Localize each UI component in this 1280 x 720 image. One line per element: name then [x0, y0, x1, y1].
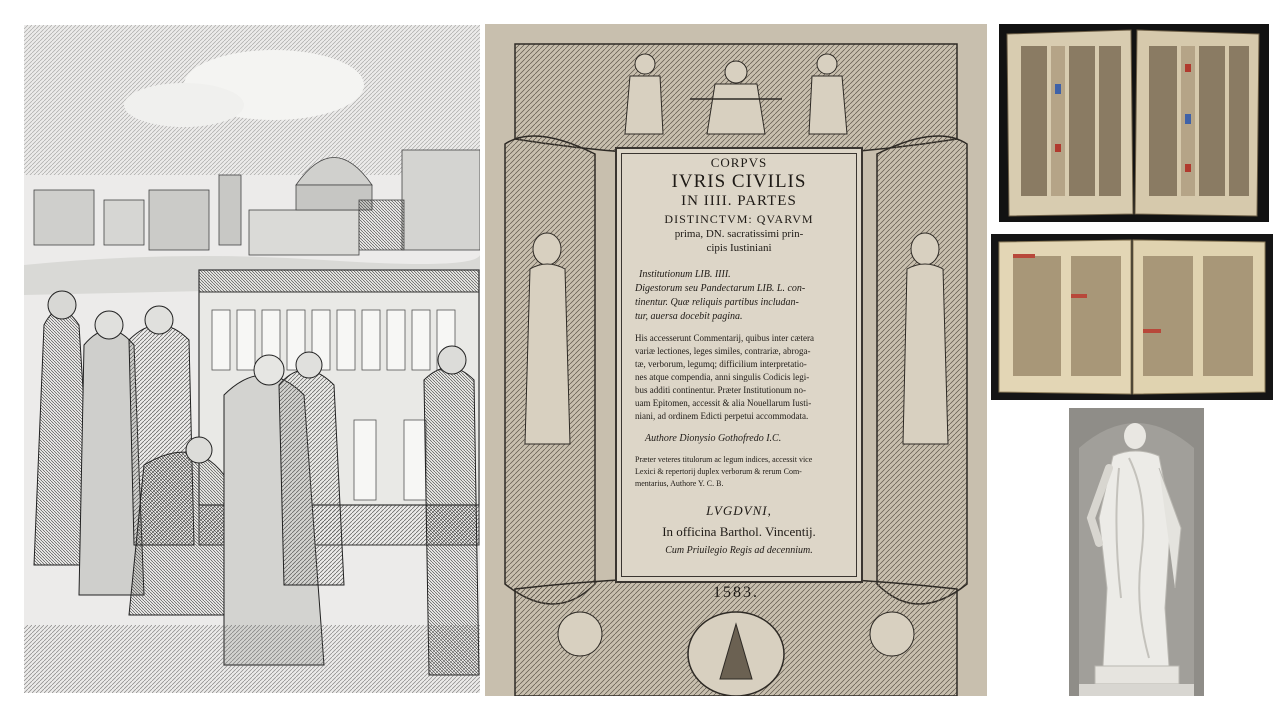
- title-line-14: nes atque compendia, anni singulis Codicis legi-: [635, 372, 810, 382]
- title-text-frame: [615, 147, 863, 583]
- title-line-5: prima, DN. sacratissimi prin-: [674, 228, 804, 240]
- title-line-4: DISTINCTVM: QVARVM: [664, 212, 814, 226]
- title-line-21: mentarius, Authore Y. C. B.: [635, 479, 724, 488]
- marble-statue-illustration: [1069, 408, 1204, 696]
- open-manuscript-illustration: [999, 24, 1269, 222]
- title-page-image: [485, 24, 987, 696]
- title-line-11: His accesserunt Commentarij, quibus inter cætera: [635, 333, 814, 343]
- engraving-image: [24, 25, 480, 693]
- title-line-1: CORPVS: [710, 155, 768, 170]
- title-line-18: Authore Dionysio Gothofredo I.C.: [645, 433, 782, 444]
- title-line-7: Institutionum LIB. IIII.: [639, 269, 731, 280]
- statue-image: [1069, 408, 1204, 696]
- title-line-15: bus additi continentur. Præter Institutionum no-: [635, 385, 806, 395]
- title-line-2: IVRIS CIVILIS: [671, 171, 807, 192]
- title-line-3: IN IIII. PARTES: [681, 193, 797, 209]
- title-line-17: niani, ad ordinem Edicti perpetui accommodata.: [635, 411, 809, 421]
- title-line-8: Digestorum seu Pandectarum LIB. L. con-: [635, 283, 806, 294]
- title-line-20: Lexici & repertorij duplex verborum & rerum Com-: [635, 467, 802, 476]
- title-line-6: cipis Iustiniani: [706, 242, 772, 254]
- title-line-9: tinentur. Quæ reliquis partibus includan-: [635, 297, 799, 308]
- engraving-illustration: [24, 25, 480, 693]
- title-line-13: tæ, verborum, legumq; difficilium interpretatio-: [635, 359, 807, 369]
- title-line-16: uam Epitomen, accessit & alia Nouellarum Iusti-: [635, 398, 812, 408]
- manuscript-mid-image: [991, 234, 1273, 400]
- title-line-19: Præter veteres titulorum ac legum indices, accessit vice: [635, 455, 813, 464]
- title-line-12: variæ lectiones, leges similes, contrariæ, abroga-: [635, 346, 811, 356]
- title-line-23: In officina Barthol. Vincentij.: [662, 524, 816, 539]
- open-manuscript-illustration-2: [991, 234, 1273, 400]
- title-line-24: Cum Priuilegio Regis ad decennium.: [665, 545, 813, 556]
- manuscript-top-image: [999, 24, 1269, 222]
- title-year: 1583.: [713, 584, 759, 601]
- title-line-22: LVGDVNI,: [706, 503, 772, 518]
- title-line-10: tur, auersa docebit pagina.: [635, 311, 743, 322]
